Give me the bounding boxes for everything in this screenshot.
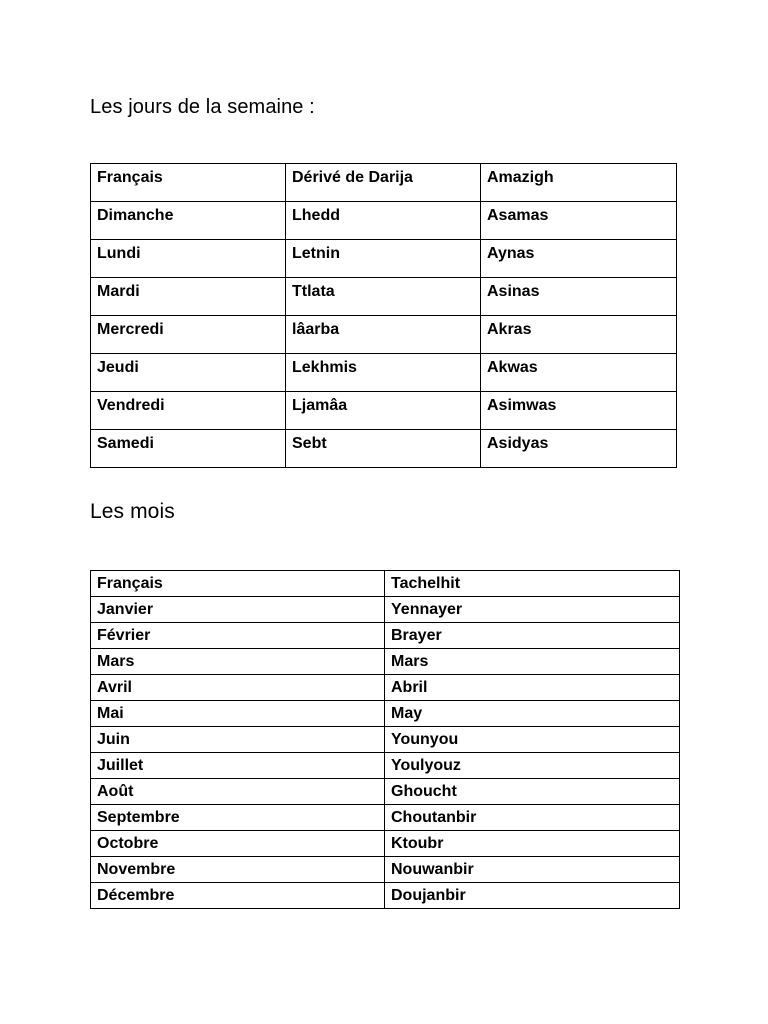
- table-cell: Ktoubr: [385, 831, 680, 857]
- table-row: [91, 805, 680, 831]
- header-cell-darija: Dérivé de Darija: [286, 164, 481, 202]
- table-cell: Mars: [91, 649, 385, 675]
- table-cell: Lundi: [91, 240, 286, 278]
- table-cell: Akras: [481, 316, 677, 354]
- table-cell: lâarba: [286, 316, 481, 354]
- table-cell: Asamas: [481, 202, 677, 240]
- table-cell: Décembre: [91, 883, 385, 909]
- table-row: [91, 392, 677, 430]
- table-cell: May: [385, 701, 680, 727]
- table-row: [91, 675, 680, 701]
- days-header-row: [91, 164, 677, 202]
- table-cell: Novembre: [91, 857, 385, 883]
- table-cell: Août: [91, 779, 385, 805]
- table-row: [91, 278, 677, 316]
- table-row: [91, 701, 680, 727]
- months-heading: Les mois: [90, 500, 175, 523]
- table-cell: Jeudi: [91, 354, 286, 392]
- days-table: [90, 163, 677, 468]
- table-row: [91, 316, 677, 354]
- table-row: [91, 240, 677, 278]
- days-heading: Les jours de la semaine :: [90, 96, 315, 118]
- header-cell-amazigh: Amazigh: [481, 164, 677, 202]
- table-cell: Avril: [91, 675, 385, 701]
- table-cell: Asinas: [481, 278, 677, 316]
- table-cell: Septembre: [91, 805, 385, 831]
- table-cell: Sebt: [286, 430, 481, 468]
- table-cell: Yennayer: [385, 597, 680, 623]
- table-cell: Ljamâa: [286, 392, 481, 430]
- table-cell: Asimwas: [481, 392, 677, 430]
- table-cell: Vendredi: [91, 392, 286, 430]
- table-cell: Doujanbir: [385, 883, 680, 909]
- table-cell: Mai: [91, 701, 385, 727]
- table-row: [91, 883, 680, 909]
- table-row: [91, 727, 680, 753]
- table-row: [91, 597, 680, 623]
- header-cell-francais: Français: [91, 164, 286, 202]
- months-header-row: [91, 571, 680, 597]
- months-table: [90, 570, 680, 909]
- table-cell: Lekhmis: [286, 354, 481, 392]
- table-cell: Aynas: [481, 240, 677, 278]
- table-cell: Younyou: [385, 727, 680, 753]
- table-cell: Février: [91, 623, 385, 649]
- table-cell: Letnin: [286, 240, 481, 278]
- table-cell: Asidyas: [481, 430, 677, 468]
- table-row: [91, 430, 677, 468]
- table-cell: Choutanbir: [385, 805, 680, 831]
- table-row: [91, 831, 680, 857]
- table-cell: Youlyouz: [385, 753, 680, 779]
- table-cell: Ttlata: [286, 278, 481, 316]
- days-table-body: [91, 164, 677, 468]
- table-row: [91, 202, 677, 240]
- table-row: [91, 857, 680, 883]
- header-cell-francais: Français: [91, 571, 385, 597]
- table-cell: Mardi: [91, 278, 286, 316]
- table-cell: Nouwanbir: [385, 857, 680, 883]
- table-row: [91, 623, 680, 649]
- table-cell: Dimanche: [91, 202, 286, 240]
- table-cell: Ghoucht: [385, 779, 680, 805]
- table-row: [91, 753, 680, 779]
- table-cell: Juillet: [91, 753, 385, 779]
- table-cell: Janvier: [91, 597, 385, 623]
- table-cell: Mercredi: [91, 316, 286, 354]
- table-cell: Samedi: [91, 430, 286, 468]
- table-cell: Juin: [91, 727, 385, 753]
- table-cell: Akwas: [481, 354, 677, 392]
- table-row: [91, 779, 680, 805]
- table-cell: Lhedd: [286, 202, 481, 240]
- table-row: [91, 649, 680, 675]
- table-cell: Brayer: [385, 623, 680, 649]
- table-row: [91, 354, 677, 392]
- table-cell: Octobre: [91, 831, 385, 857]
- header-cell-tachelhit: Tachelhit: [385, 571, 680, 597]
- table-cell: Abril: [385, 675, 680, 701]
- months-table-body: [91, 571, 680, 909]
- table-cell: Mars: [385, 649, 680, 675]
